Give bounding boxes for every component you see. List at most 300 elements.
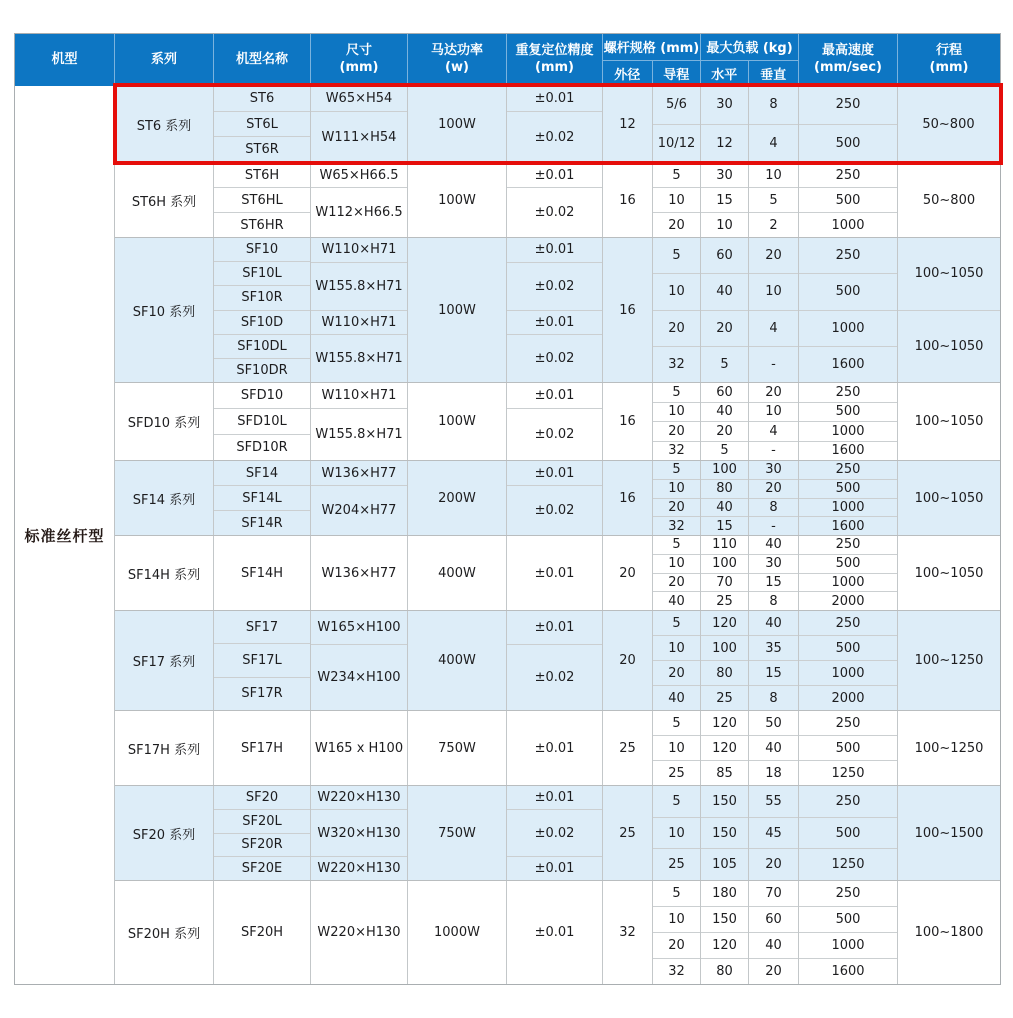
motor-power-column (408, 611, 507, 710)
max-load-horizontal: 70 (701, 574, 748, 593)
model-name-column (214, 711, 311, 785)
stroke-column (898, 881, 1000, 984)
max-speed: 2000 (831, 690, 865, 706)
model-name: SFD10R (236, 440, 288, 455)
max-speed: 250 (799, 611, 897, 636)
screw-lead: 5 (653, 163, 700, 188)
dimensions-column (311, 86, 408, 162)
stroke: 100~1250 (914, 653, 984, 668)
stroke: 100~1500 (914, 825, 984, 841)
model-type-cell: 标准丝杆型 (15, 86, 115, 984)
max-load-horizontal: 60 (701, 383, 748, 403)
screw-lead: 20 (653, 422, 700, 442)
max-load-vertical: 20 (749, 383, 798, 403)
model-name: SF14R (241, 515, 283, 531)
model-name: ST6HR (240, 217, 284, 233)
screw-lead: 5 (653, 711, 700, 736)
header-max-load-group (701, 34, 799, 86)
max-load-vertical-column (749, 881, 799, 984)
stroke-column (898, 536, 1000, 610)
model-name-column (214, 461, 311, 535)
max-load-vertical: - (771, 518, 776, 534)
max-speed-column (799, 86, 898, 162)
max-speed-column (799, 163, 898, 237)
repeat-precision-column (507, 461, 603, 535)
header-speed-line1: 最高速度 (821, 43, 874, 59)
header-dims-line1: 尺寸 (345, 43, 372, 59)
motor-power-column (408, 536, 507, 610)
series-name: SF17 系列 (132, 655, 196, 670)
dimensions: W165×H100 (311, 611, 407, 645)
repeat-precision: ±0.01 (507, 383, 602, 409)
model-name-column (214, 611, 311, 710)
header-screw-spec-group (603, 34, 701, 86)
max-load-horizontal: 15 (701, 188, 748, 213)
max-load-vertical-column (749, 461, 799, 535)
screw-lead: 20 (653, 933, 700, 959)
header-precision (507, 34, 603, 86)
max-load-horizontal: 180 (701, 881, 748, 907)
motor-power: 750W (438, 825, 476, 841)
model-name: ST6L (214, 112, 310, 138)
max-load-vertical: - (771, 443, 776, 459)
max-speed: 2000 (831, 593, 865, 609)
max-load-vertical-column (749, 238, 799, 382)
dimensions-column (311, 611, 408, 710)
screw-lead: 5 (653, 461, 700, 480)
model-name: SF20L (214, 810, 310, 834)
max-load-vertical: 50 (749, 711, 798, 736)
dimensions: W65×H66.5 (311, 163, 407, 188)
max-load-vertical: 2 (769, 217, 778, 233)
screw-outer-diameter-column (603, 163, 653, 237)
repeat-precision-column (507, 611, 603, 710)
max-load-horizontal: 120 (701, 933, 748, 959)
dimensions-column (311, 786, 408, 880)
model-name-column (214, 86, 311, 162)
screw-lead: 32 (668, 964, 685, 979)
header-dimensions (311, 34, 408, 86)
max-load-horizontal: 120 (701, 611, 748, 636)
repeat-precision: ±0.02 (534, 427, 575, 443)
screw-lead: 32 (668, 356, 685, 372)
max-speed: 250 (799, 711, 897, 736)
max-load-horizontal: 150 (701, 786, 748, 818)
motor-power-column (408, 383, 507, 460)
header-motor-power (408, 34, 507, 86)
repeat-precision: ±0.02 (534, 351, 575, 366)
max-load-vertical: 30 (749, 461, 798, 480)
screw-outer-diameter: 16 (619, 302, 636, 318)
series-name-column (115, 238, 214, 382)
series-row-sf10 (115, 238, 1000, 383)
header-model-name-label: 机型名称 (235, 51, 288, 67)
table-header (15, 34, 1000, 86)
screw-lead-column (653, 163, 701, 237)
model-name-column (214, 881, 311, 984)
screw-lead: 32 (668, 518, 685, 534)
max-load-horizontal-column (701, 461, 749, 535)
screw-outer-diameter-column (603, 86, 653, 162)
max-load-horizontal: 5 (720, 356, 729, 372)
series-name-column (115, 86, 214, 162)
max-speed-column (799, 238, 898, 382)
screw-outer-diameter-column (603, 536, 653, 610)
max-load-horizontal: 110 (701, 536, 748, 555)
max-load-horizontal: 15 (716, 518, 733, 534)
stroke: 50~800 (922, 192, 976, 208)
max-load-vertical: 55 (749, 786, 798, 818)
screw-lead: 5 (653, 611, 700, 636)
series-name: ST6 系列 (136, 118, 192, 134)
motor-power-column (408, 238, 507, 382)
screw-outer-diameter: 16 (619, 490, 636, 506)
max-load-horizontal: 20 (701, 311, 748, 347)
model-name: SF17L (214, 644, 310, 677)
header-max-speed (799, 34, 898, 86)
max-load-vertical: 18 (765, 765, 782, 781)
screw-lead: 5 (653, 536, 700, 555)
model-name-column (214, 786, 311, 880)
max-load-horizontal-column (701, 611, 749, 710)
series-name-column (115, 536, 214, 610)
max-speed: 500 (799, 555, 897, 574)
dimensions: W220×H130 (311, 786, 407, 810)
max-speed: 250 (799, 383, 897, 403)
max-load-horizontal: 80 (716, 964, 733, 979)
stroke-column (898, 611, 1000, 710)
dimensions-column (311, 238, 408, 382)
max-speed: 250 (799, 881, 897, 907)
max-load-vertical: 15 (749, 574, 798, 593)
max-speed: 250 (799, 536, 897, 555)
repeat-precision: ±0.02 (507, 810, 602, 857)
max-speed: 1000 (799, 422, 897, 442)
repeat-precision: ±0.01 (507, 163, 602, 188)
screw-lead: 10 (653, 907, 700, 933)
max-speed: 250 (799, 86, 897, 125)
dimensions: W110×H71 (311, 238, 407, 263)
stroke: 100~1050 (914, 490, 984, 506)
max-load-horizontal: 30 (701, 163, 748, 188)
max-load-vertical: 60 (749, 907, 798, 933)
series-row-sfd10 (115, 383, 1000, 461)
model-name-column (214, 163, 311, 237)
max-load-horizontal: 12 (716, 135, 733, 151)
max-load-vertical: 40 (749, 611, 798, 636)
max-load-vertical: 15 (749, 661, 798, 686)
header-series-label: 系列 (150, 51, 177, 67)
max-speed: 500 (799, 636, 897, 661)
header-model-type-label: 机型 (51, 51, 78, 67)
repeat-precision: ±0.01 (507, 311, 602, 336)
motor-power-column (408, 461, 507, 535)
model-name: ST6HL (214, 188, 310, 213)
header-series (115, 34, 214, 86)
series-name-column (115, 383, 214, 460)
dimensions: W136×H77 (321, 565, 397, 581)
series-row-st6h (115, 163, 1000, 238)
max-speed: 1250 (831, 857, 865, 873)
screw-outer-diameter-column (603, 786, 653, 880)
screw-lead: 25 (668, 857, 685, 873)
screw-lead-column (653, 611, 701, 710)
max-speed: 1600 (831, 518, 865, 534)
max-load-horizontal-column (701, 881, 749, 984)
motor-power-column (408, 711, 507, 785)
max-load-vertical: 8 (749, 499, 798, 518)
dimensions: W65×H54 (311, 86, 407, 112)
series-name-column (115, 163, 214, 237)
motor-power: 1000W (434, 925, 480, 940)
screw-lead: 10/12 (657, 135, 696, 151)
max-load-horizontal-column (701, 536, 749, 610)
screw-lead: 20 (668, 217, 685, 233)
max-speed: 250 (799, 163, 897, 188)
max-load-vertical: 35 (749, 636, 798, 661)
max-load-vertical-column (749, 786, 799, 880)
repeat-precision-column (507, 383, 603, 460)
max-speed: 500 (799, 403, 897, 423)
screw-outer-diameter-column (603, 461, 653, 535)
max-speed: 500 (835, 135, 861, 151)
screw-lead-column (653, 711, 701, 785)
stroke: 100~1050 (914, 414, 984, 429)
max-speed: 500 (799, 907, 897, 933)
max-load-vertical: 10 (749, 163, 798, 188)
repeat-precision-column (507, 881, 603, 984)
model-name: ST6H (214, 163, 310, 188)
max-load-vertical: 4 (749, 311, 798, 347)
screw-outer-diameter-column (603, 238, 653, 382)
screw-lead: 25 (668, 765, 685, 781)
dimensions: W111×H54 (321, 129, 397, 145)
screw-lead: 10 (653, 818, 700, 850)
series-name: SF20 系列 (132, 827, 196, 843)
max-speed-column (799, 536, 898, 610)
header-speed-line2: (mm/sec) (814, 60, 882, 75)
max-load-vertical: 4 (769, 135, 778, 151)
max-load-vertical: 70 (749, 881, 798, 907)
header-power-line1: 马达功率 (430, 43, 483, 59)
max-load-vertical: 10 (749, 403, 798, 423)
max-speed-column (799, 711, 898, 785)
stroke: 100~1250 (914, 740, 984, 756)
model-name: SF20E (241, 861, 283, 877)
max-speed: 250 (799, 461, 897, 480)
max-load-vertical: 20 (765, 964, 782, 979)
header-power-line2: (w) (445, 60, 469, 75)
max-speed: 1600 (831, 964, 865, 979)
repeat-precision-column (507, 163, 603, 237)
screw-outer-diameter-column (603, 611, 653, 710)
max-speed-column (799, 461, 898, 535)
series-row-sf17 (115, 611, 1000, 711)
repeat-precision-column (507, 86, 603, 162)
max-load-vertical-column (749, 536, 799, 610)
series-name: SF20H 系列 (127, 927, 201, 942)
dimensions: W110×H71 (311, 311, 407, 336)
header-stroke (898, 34, 1000, 86)
screw-lead-column (653, 786, 701, 880)
header-model-name (214, 34, 311, 86)
dimensions-column (311, 383, 408, 460)
max-speed-column (799, 383, 898, 460)
max-load-horizontal: 100 (701, 555, 748, 574)
motor-power: 750W (438, 740, 476, 756)
screw-lead: 10 (653, 403, 700, 423)
series-name: ST6H 系列 (131, 194, 197, 210)
dimensions: W136×H77 (311, 461, 407, 486)
stroke: 100~1050 (914, 565, 984, 581)
model-name: SF20R (214, 834, 310, 858)
dimensions: W204×H77 (321, 503, 397, 519)
series-name: SF14 系列 (132, 492, 196, 508)
max-speed-column (799, 786, 898, 880)
header-load-vertical: 垂直 (760, 67, 787, 83)
screw-lead: 10 (653, 188, 700, 213)
max-speed-column (799, 881, 898, 984)
series-name-column (115, 611, 214, 710)
header-precision-line1: 重复定位精度 (515, 43, 594, 59)
screw-lead: 40 (668, 593, 685, 609)
motor-power: 200W (438, 490, 476, 506)
screw-lead: 20 (653, 311, 700, 347)
motor-power-column (408, 86, 507, 162)
screw-lead: 5/6 (653, 86, 700, 125)
screw-outer-diameter-column (603, 881, 653, 984)
motor-power: 100W (438, 116, 476, 132)
repeat-precision: ±0.01 (534, 740, 575, 756)
repeat-precision: ±0.01 (534, 925, 575, 940)
max-speed: 1600 (831, 356, 865, 372)
screw-outer-diameter: 16 (619, 414, 636, 429)
max-load-horizontal-column (701, 238, 749, 382)
max-load-horizontal: 100 (701, 461, 748, 480)
stroke-column (898, 711, 1000, 785)
max-load-vertical: 20 (765, 857, 782, 873)
max-load-horizontal: 85 (716, 765, 733, 781)
series-name-column (115, 881, 214, 984)
model-name: SF14H (240, 565, 284, 581)
screw-outer-diameter-column (603, 711, 653, 785)
model-name: SF17H (240, 740, 284, 756)
dimensions: W234×H100 (317, 669, 401, 685)
repeat-precision-column (507, 536, 603, 610)
dimensions-column (311, 711, 408, 785)
max-load-horizontal: 80 (701, 661, 748, 686)
model-name: SF17R (241, 686, 283, 702)
repeat-precision: ±0.02 (534, 503, 575, 519)
repeat-precision: ±0.01 (534, 565, 575, 581)
max-load-horizontal: 150 (701, 818, 748, 850)
dimensions: W110×H71 (311, 383, 407, 409)
dimensions: W165 x H100 (314, 740, 404, 756)
max-load-vertical-column (749, 383, 799, 460)
model-name: ST6 (214, 86, 310, 112)
max-load-vertical: 10 (749, 274, 798, 310)
repeat-precision: ±0.02 (534, 205, 575, 221)
series-name-column (115, 786, 214, 880)
series-row-sf14h (115, 536, 1000, 611)
max-load-horizontal: 60 (701, 238, 748, 274)
model-name-column (214, 238, 311, 382)
header-stroke-line1: 行程 (935, 43, 962, 59)
screw-lead: 10 (653, 555, 700, 574)
screw-outer-diameter: 20 (619, 565, 636, 581)
repeat-precision: ±0.02 (507, 263, 602, 311)
motor-power-column (408, 881, 507, 984)
dimensions: W155.8×H71 (315, 351, 403, 366)
model-name: SFD10L (214, 409, 310, 435)
max-load-horizontal-column (701, 711, 749, 785)
header-screw-lead: 导程 (663, 67, 690, 83)
stroke: 100~1800 (914, 925, 984, 940)
max-speed: 1000 (799, 499, 897, 518)
stroke-column (898, 786, 1000, 880)
model-name: SF17 (214, 611, 310, 644)
screw-lead: 5 (653, 881, 700, 907)
screw-lead: 10 (653, 274, 700, 310)
dimensions: W155.8×H71 (315, 427, 403, 443)
screw-outer-diameter-column (603, 383, 653, 460)
repeat-precision: ±0.01 (507, 86, 602, 112)
motor-power-column (408, 786, 507, 880)
max-load-horizontal-column (701, 163, 749, 237)
max-speed-column (799, 611, 898, 710)
model-name: SF10 (214, 238, 310, 262)
screw-outer-diameter: 16 (619, 192, 636, 208)
header-max-load-label: 最大负载 (kg) (701, 34, 798, 61)
screw-lead-column (653, 383, 701, 460)
header-dims-line2: (mm) (339, 60, 379, 75)
screw-lead-column (653, 238, 701, 382)
screw-lead: 5 (653, 238, 700, 274)
stroke-column (898, 238, 1000, 382)
max-load-horizontal: 80 (701, 480, 748, 499)
model-name: SF14 (214, 461, 310, 486)
dimensions: W112×H66.5 (315, 205, 403, 221)
screw-lead-column (653, 86, 701, 162)
header-screw-od: 外径 (603, 61, 653, 87)
model-name-column (214, 383, 311, 460)
dimensions-column (311, 461, 408, 535)
max-load-vertical: 8 (769, 593, 778, 609)
max-load-vertical: 40 (749, 736, 798, 761)
max-speed: 1000 (799, 574, 897, 593)
screw-lead: 10 (653, 480, 700, 499)
model-name: SF10DL (214, 335, 310, 359)
screw-lead: 20 (653, 574, 700, 593)
max-load-vertical: 40 (749, 536, 798, 555)
model-name: SF10DR (236, 362, 288, 378)
max-load-horizontal: 25 (716, 593, 733, 609)
model-name: SFD10 (214, 383, 310, 409)
max-load-vertical: 40 (749, 933, 798, 959)
stroke-column (898, 163, 1000, 237)
dimensions: W220×H130 (317, 861, 401, 876)
series-row-sf14 (115, 461, 1000, 536)
repeat-precision: ±0.01 (507, 238, 602, 263)
repeat-precision-column (507, 238, 603, 382)
repeat-precision: ±0.01 (534, 861, 575, 876)
max-speed: 1000 (799, 661, 897, 686)
max-load-horizontal: 40 (701, 274, 748, 310)
header-model-type (15, 34, 115, 86)
screw-outer-diameter: 32 (619, 925, 636, 940)
stroke-column (898, 461, 1000, 535)
series-stack (115, 86, 1000, 984)
